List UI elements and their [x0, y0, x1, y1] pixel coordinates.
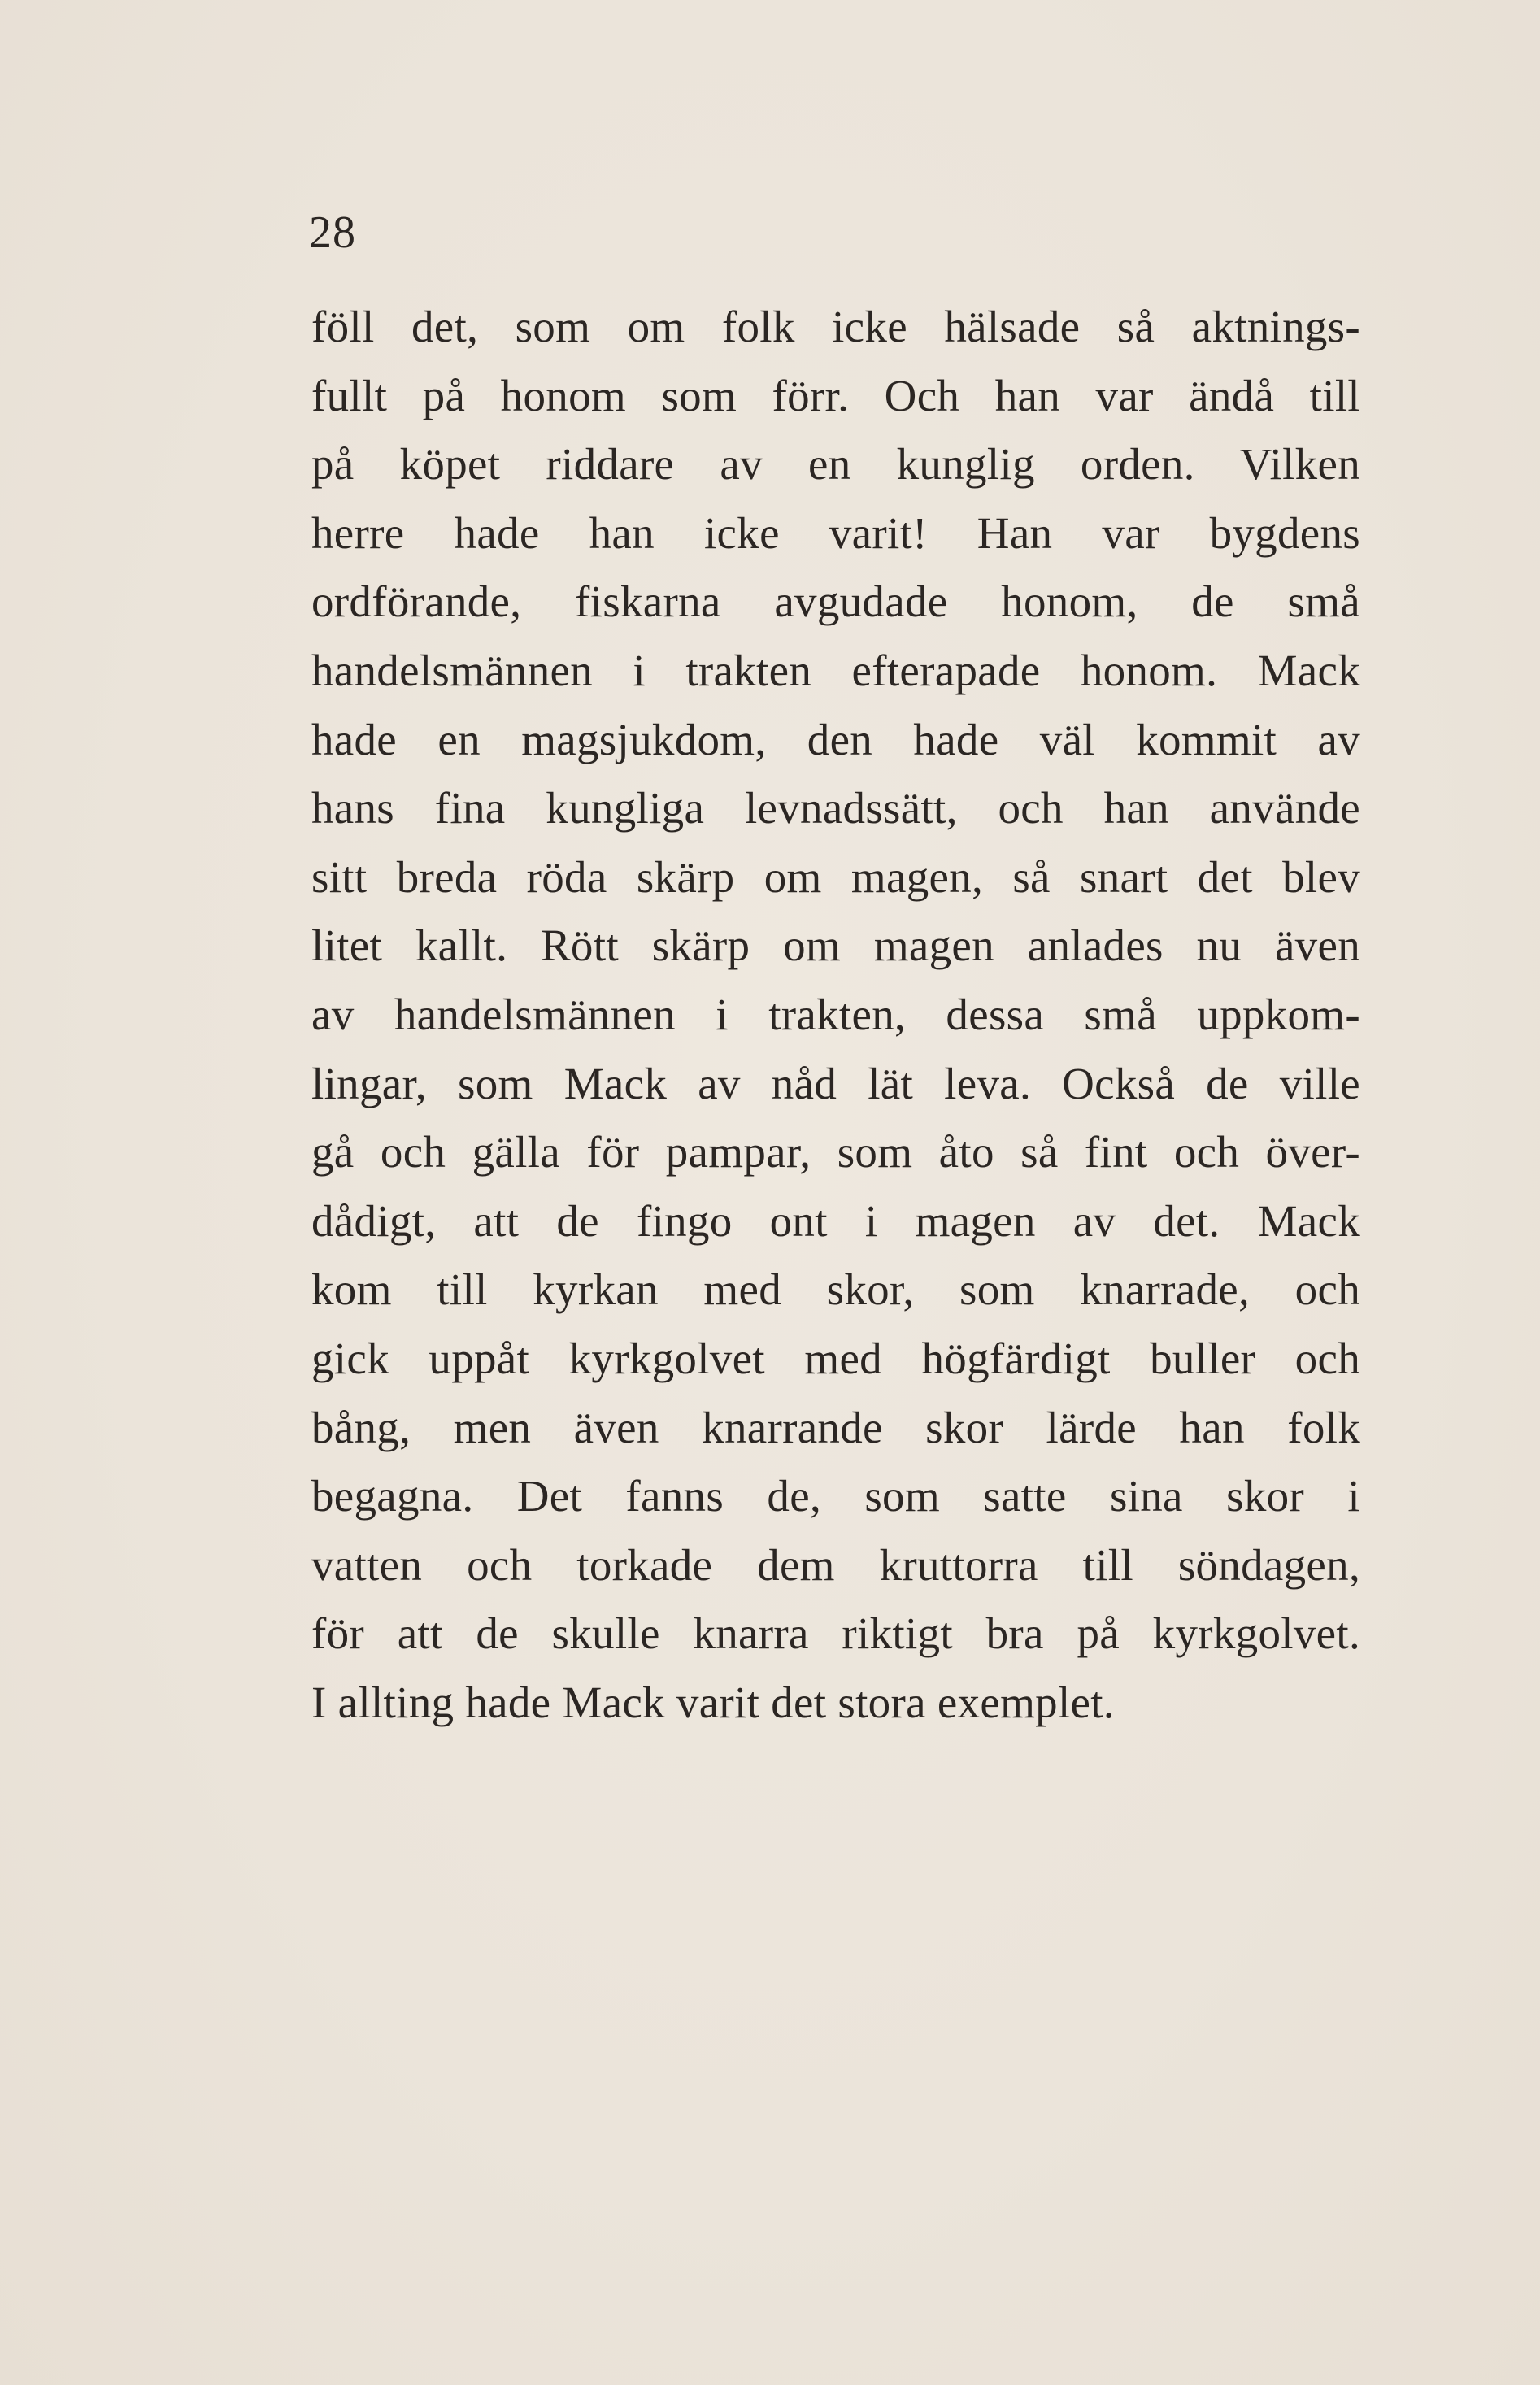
- text-line: herre hade han icke varit! Han var bygdens: [311, 507, 1360, 558]
- text-line: hans fina kungliga levnadssätt, och han använde: [311, 783, 1360, 833]
- text-line: dådigt, att de fingo ont i magen av det. Mack: [311, 1195, 1360, 1246]
- text-line: sitt breda röda skärp om magen, så snart det blev: [311, 851, 1360, 902]
- text-line: av handelsmännen i trakten, dessa små uppkom-: [311, 989, 1360, 1039]
- text-line: på köpet riddare av en kunglig orden. Vilken: [311, 439, 1360, 490]
- text-line-last: I allting hade Mack varit det stora exemplet.: [311, 1677, 1115, 1727]
- text-line: litet kallt. Rött skärp om magen anlades nu även: [311, 920, 1360, 971]
- text-line: vatten och torkade dem kruttorra till söndagen,: [311, 1539, 1360, 1590]
- page-number: 28: [309, 207, 356, 258]
- text-line: ordförande, fiskarna avgudade honom, de små: [311, 577, 1360, 627]
- text-line: gå och gälla för pampar, som åto så fint och över-: [311, 1127, 1360, 1177]
- text-line: för att de skulle knarra riktigt bra på kyrkgolvet.: [311, 1608, 1360, 1659]
- text-line: bång, men även knarrande skor lärde han folk: [311, 1402, 1360, 1452]
- text-line: fullt på honom som förr. Och han var ändå till: [311, 370, 1360, 420]
- text-line: kom till kyrkan med skor, som knarrade, och: [311, 1264, 1360, 1315]
- text-line: gick uppåt kyrkgolvet med högfärdigt buller och: [311, 1333, 1360, 1383]
- text-line: lingar, som Mack av nåd lät leva. Också de ville: [311, 1058, 1360, 1108]
- text-line: handelsmännen i trakten efterapade honom. Mack: [311, 645, 1360, 695]
- body-text: [311, 293, 1360, 1737]
- text-line: hade en magsjukdom, den hade väl kommit av: [311, 714, 1360, 764]
- text-line: begagna. Det fanns de, som satte sina skor i: [311, 1471, 1360, 1521]
- text-line: föll det, som om folk icke hälsade så aktnings-: [311, 302, 1360, 351]
